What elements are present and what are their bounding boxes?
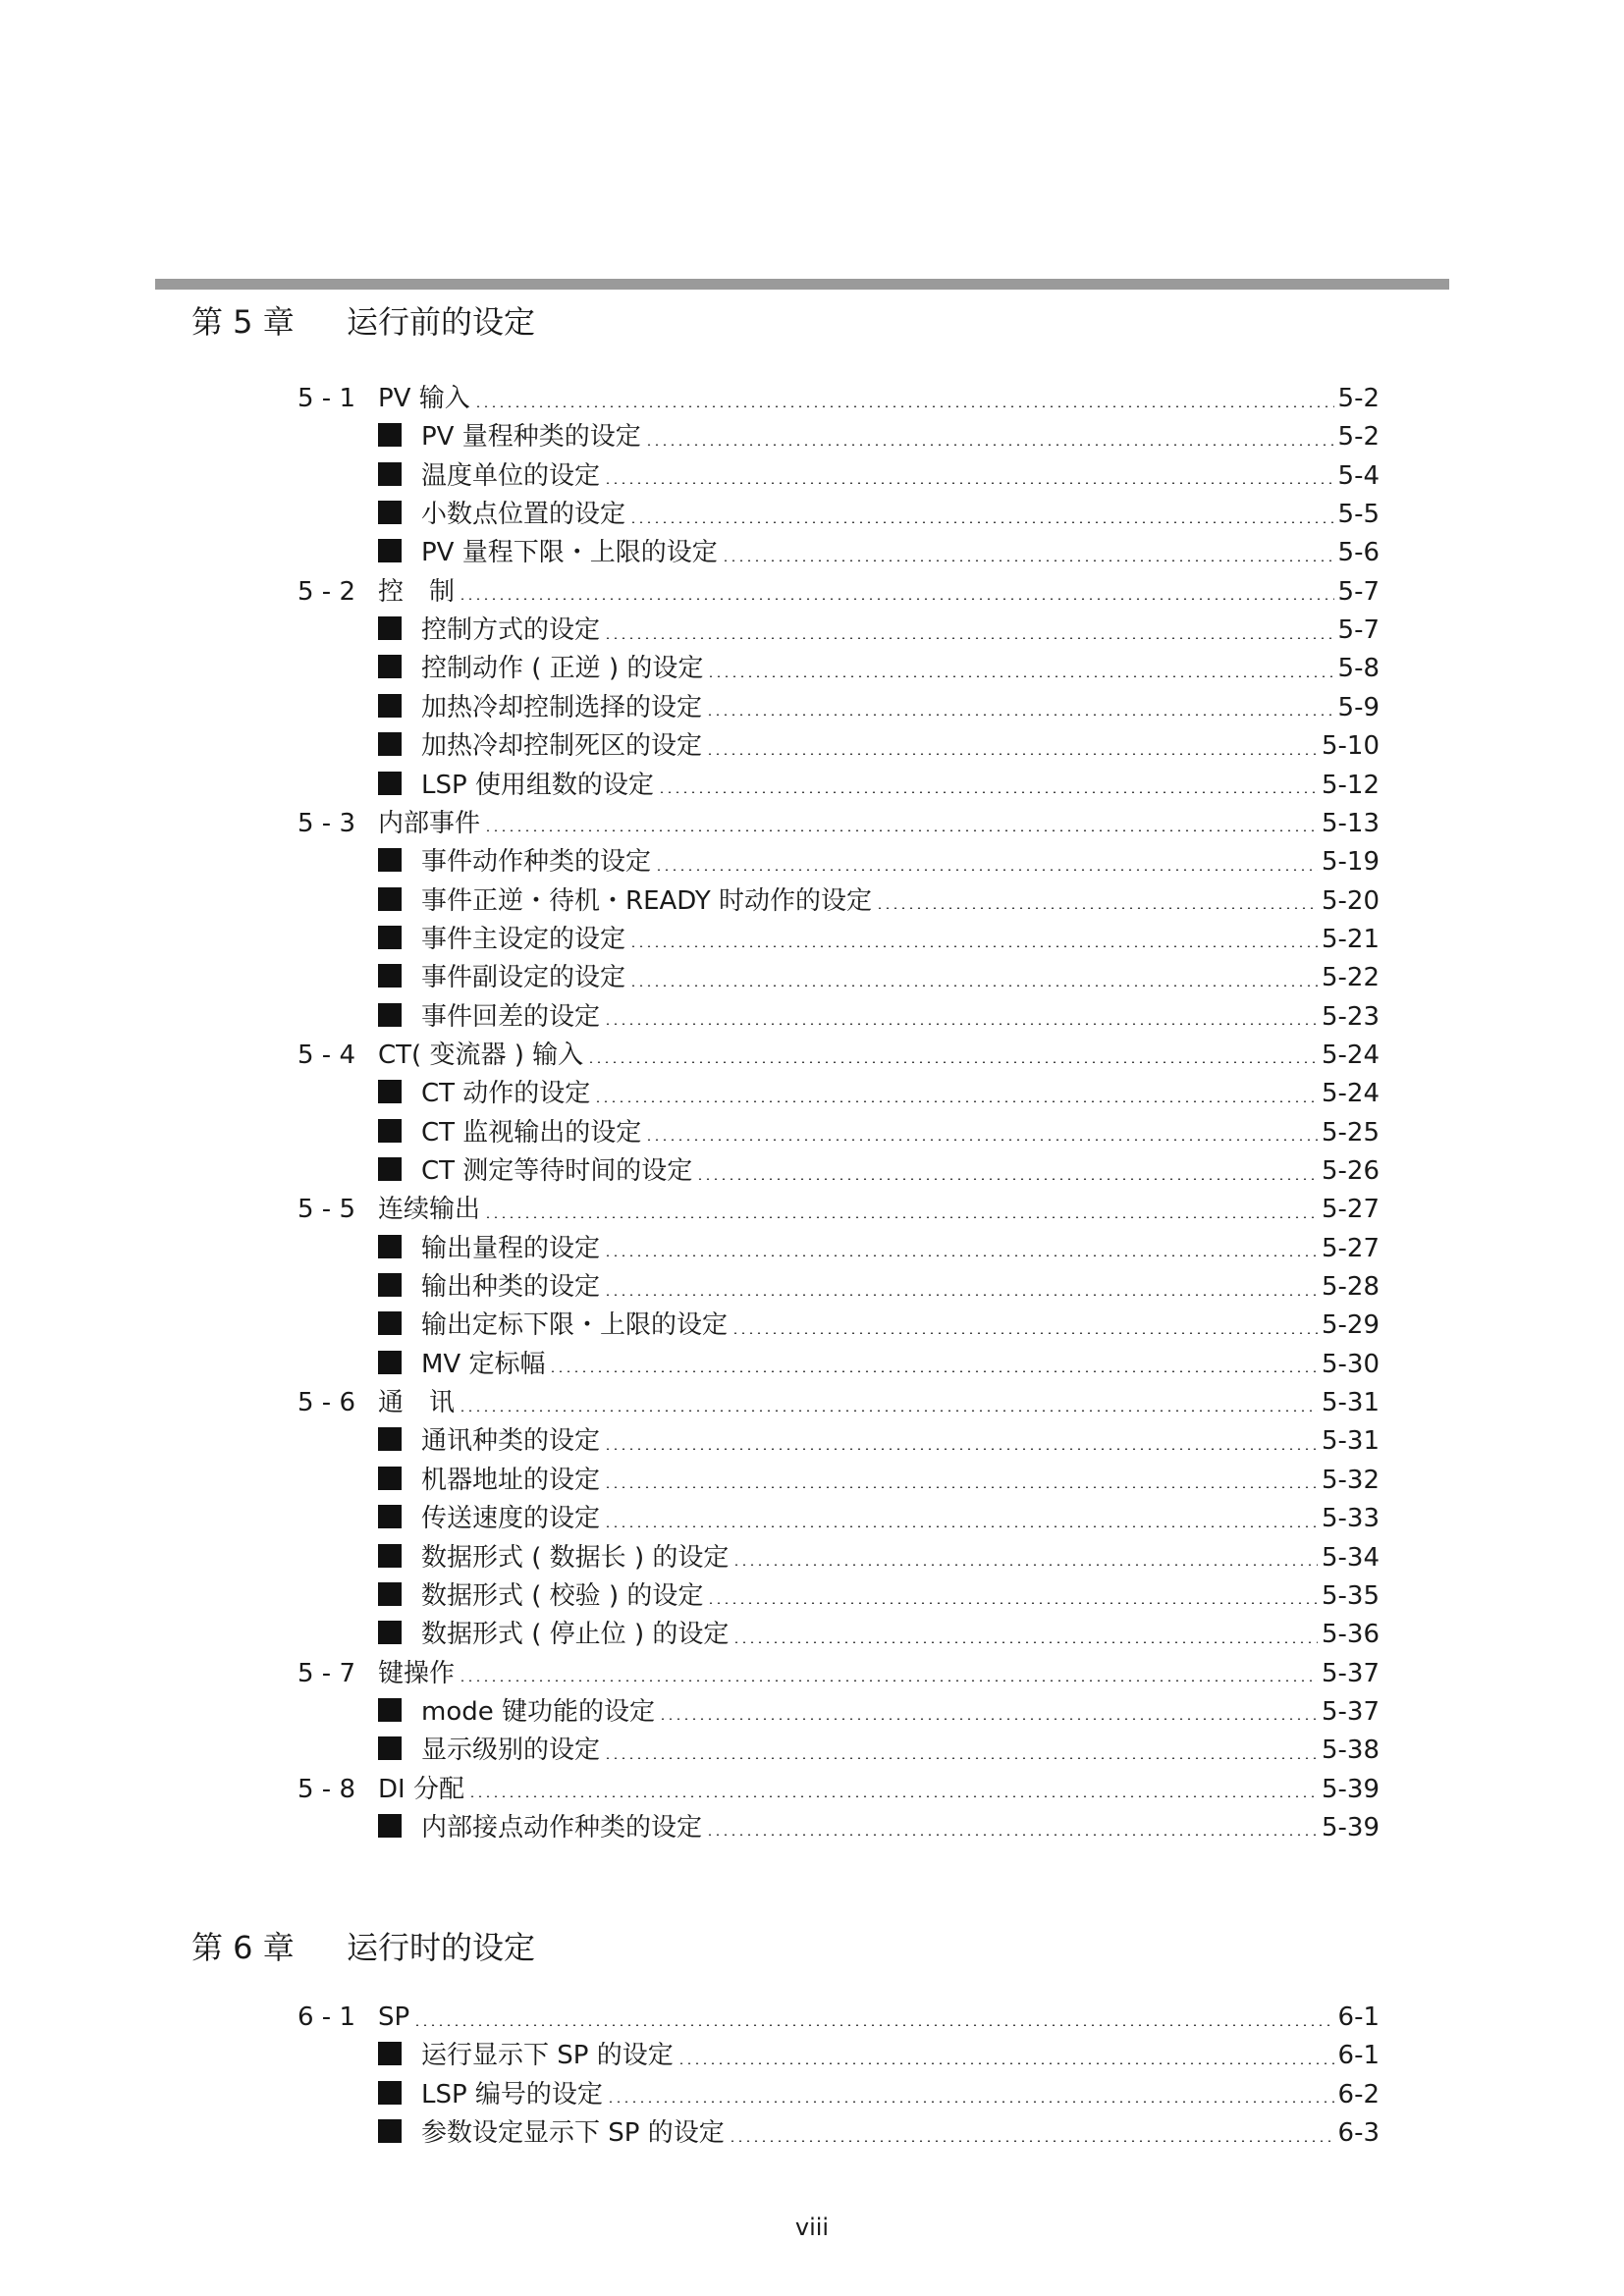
square-bullet-icon (378, 1003, 402, 1027)
square-bullet-icon (378, 694, 402, 718)
square-bullet-icon (378, 501, 402, 524)
dot-leader (707, 1602, 1318, 1604)
dot-leader (413, 2024, 1333, 2026)
section-number: 5 - 7 (298, 1658, 355, 1688)
dot-leader (629, 521, 1334, 523)
dot-leader (677, 2062, 1334, 2064)
entry-title: 输出量程的设定 (421, 1233, 601, 1263)
toc-entry (378, 1539, 1380, 1577)
entry-title: 通讯种类的设定 (421, 1426, 601, 1457)
entry-title: SP (378, 2002, 410, 2032)
dot-leader (474, 405, 1334, 407)
square-bullet-icon (378, 1157, 402, 1181)
toc-entry (378, 1462, 1380, 1500)
dot-leader (604, 637, 1334, 639)
dot-leader (594, 1100, 1318, 1102)
page-ref: 5-24 (1321, 1079, 1380, 1109)
entry-title: 温度单位的设定 (421, 460, 601, 491)
square-bullet-icon (378, 926, 402, 949)
toc-entry (378, 805, 1380, 843)
entry-title: 加热冷却控制死区的设定 (421, 731, 703, 762)
section-number: 5 - 2 (298, 576, 355, 607)
entry-title: 参数设定显示下 SP 的设定 (421, 2118, 725, 2149)
toc-entry (378, 612, 1380, 650)
dot-leader (459, 1680, 1318, 1682)
entry-title: LSP 使用组数的设定 (421, 770, 654, 800)
toc-entry (378, 1500, 1380, 1538)
page-ref: 6-3 (1337, 2118, 1380, 2149)
entry-title: 传送速度的设定 (421, 1504, 601, 1534)
chapter-title: 运行时的设定 (347, 1929, 536, 1966)
page-ref: 5-38 (1321, 1735, 1380, 1766)
dot-leader (659, 1718, 1318, 1720)
page-ref: 5-37 (1321, 1696, 1380, 1727)
square-bullet-icon (378, 1544, 402, 1568)
page-ref: 5-31 (1321, 1388, 1380, 1418)
page-ref: 5-13 (1321, 808, 1380, 838)
toc-entry (378, 496, 1380, 534)
page-ref: 5-20 (1321, 885, 1380, 916)
toc-entry (378, 1732, 1380, 1770)
dot-leader (707, 675, 1333, 677)
square-bullet-icon (378, 2042, 402, 2065)
entry-title: 连续输出 (378, 1195, 481, 1225)
toc-entry (378, 1307, 1380, 1345)
page-ref: 6-1 (1337, 2002, 1380, 2032)
square-bullet-icon (378, 1119, 402, 1143)
dot-leader (484, 829, 1318, 831)
square-bullet-icon (378, 1427, 402, 1451)
toc-entry (378, 1616, 1380, 1654)
dot-leader (731, 1332, 1318, 1334)
dot-leader (604, 1757, 1318, 1759)
page-ref: 6-2 (1337, 2079, 1380, 2109)
toc-entry (378, 1268, 1380, 1307)
page-ref: 5-6 (1337, 538, 1380, 568)
dot-leader (706, 1834, 1318, 1836)
toc-entry (378, 921, 1380, 959)
page-ref: 5-34 (1321, 1542, 1380, 1573)
square-bullet-icon (378, 1467, 402, 1490)
entry-title: LSP 编号的设定 (421, 2079, 603, 2109)
toc-entry (378, 1384, 1380, 1422)
square-bullet-icon (378, 1235, 402, 1258)
page-ref: 5-39 (1321, 1812, 1380, 1842)
entry-title: CT 监视输出的设定 (421, 1117, 642, 1148)
page-ref: 5-5 (1337, 500, 1380, 530)
toc-entry (378, 882, 1380, 921)
toc-entry (378, 2076, 1380, 2114)
square-bullet-icon (378, 1736, 402, 1760)
toc-entry (378, 1577, 1380, 1616)
section-number: 5 - 8 (298, 1774, 355, 1804)
dot-leader (629, 985, 1318, 987)
toc-entry (378, 1037, 1380, 1075)
dot-leader (645, 444, 1334, 446)
entry-title: DI 分配 (378, 1774, 464, 1804)
entry-title: 事件正逆・待机・READY 时动作的设定 (421, 885, 873, 916)
page-ref: 5-21 (1321, 924, 1380, 954)
dot-leader (604, 1023, 1318, 1025)
entry-title: 运行显示下 SP 的设定 (421, 2041, 674, 2071)
dot-leader (732, 1564, 1318, 1566)
page-ref: 5-37 (1321, 1658, 1380, 1688)
chapter-number: 第 6 章 (191, 1929, 295, 1966)
page-ref: 5-27 (1321, 1195, 1380, 1225)
square-bullet-icon (378, 1351, 402, 1374)
toc-entry (378, 457, 1380, 496)
square-bullet-icon (378, 1582, 402, 1606)
square-bullet-icon (378, 423, 402, 447)
page-ref: 5-22 (1321, 963, 1380, 993)
square-bullet-icon (378, 1311, 402, 1335)
page-ref: 5-19 (1321, 847, 1380, 878)
toc-entry (378, 418, 1380, 456)
toc-entry (378, 1771, 1380, 1809)
chapter-heading (191, 300, 535, 344)
dot-leader (876, 907, 1318, 909)
entry-title: 控制动作 ( 正逆 ) 的设定 (421, 654, 704, 684)
chapter-number: 第 5 章 (191, 303, 295, 341)
toc-entry (378, 1346, 1380, 1384)
entry-title: 加热冷却控制选择的设定 (421, 692, 703, 722)
dot-leader (587, 1061, 1318, 1063)
square-bullet-icon (378, 887, 402, 911)
toc-entry (378, 689, 1380, 727)
toc-entry (378, 650, 1380, 688)
dot-leader (459, 1410, 1318, 1412)
page-ref: 5-33 (1321, 1504, 1380, 1534)
toc-entry (378, 573, 1380, 612)
square-bullet-icon (378, 1698, 402, 1722)
dot-leader (655, 869, 1318, 871)
dot-leader (604, 1255, 1318, 1256)
page-ref: 5-39 (1321, 1774, 1380, 1804)
dot-leader (629, 945, 1318, 947)
dot-leader (706, 753, 1318, 755)
toc-entry (378, 998, 1380, 1037)
toc-entry (378, 1422, 1380, 1461)
toc-entry (378, 1809, 1380, 1847)
entry-title: 内部事件 (378, 808, 481, 838)
entry-title: PV 量程下限・上限的设定 (421, 538, 718, 568)
section-number: 5 - 5 (298, 1195, 355, 1225)
page-ref: 5-29 (1321, 1310, 1380, 1341)
top-rule (155, 279, 1449, 290)
square-bullet-icon (378, 964, 402, 988)
chapter-title: 运行前的设定 (347, 303, 536, 341)
entry-title: 控 制 (378, 576, 456, 607)
toc-entry (378, 1114, 1380, 1152)
page-ref: 5-10 (1321, 731, 1380, 762)
page-ref: 5-2 (1337, 384, 1380, 413)
toc-entry (378, 959, 1380, 997)
dot-leader (604, 1294, 1318, 1296)
toc-entry (378, 843, 1380, 881)
chapter-heading (191, 1926, 535, 1969)
entry-title: 事件主设定的设定 (421, 924, 626, 954)
toc-entry (378, 767, 1380, 805)
square-bullet-icon (378, 1814, 402, 1838)
page-ref: 5-24 (1321, 1040, 1380, 1070)
page-ref: 5-23 (1321, 1001, 1380, 1032)
page-ref: 5-2 (1337, 422, 1380, 453)
dot-leader (607, 2101, 1334, 2103)
page-ref: 5-7 (1337, 615, 1380, 646)
entry-title: 控制方式的设定 (421, 615, 601, 646)
page-ref: 5-9 (1337, 692, 1380, 722)
entry-title: MV 定标幅 (421, 1349, 546, 1379)
section-number: 6 - 1 (298, 2002, 355, 2032)
toc-entry (378, 1999, 1380, 2037)
entry-title: 输出种类的设定 (421, 1272, 601, 1303)
section-number: 5 - 1 (298, 384, 355, 413)
square-bullet-icon (378, 1273, 402, 1297)
dot-leader (604, 1486, 1318, 1488)
page-ref: 5-28 (1321, 1272, 1380, 1303)
dot-leader (645, 1139, 1318, 1141)
entry-title: 事件副设定的设定 (421, 963, 626, 993)
dot-leader (696, 1178, 1318, 1180)
toc-entry (378, 2037, 1380, 2075)
dot-leader (722, 560, 1334, 561)
page-ref: 5-4 (1337, 460, 1380, 491)
dot-leader (484, 1216, 1318, 1218)
toc-entry (378, 1693, 1380, 1732)
entry-title: CT 动作的设定 (421, 1079, 591, 1109)
toc-entry (378, 727, 1380, 766)
entry-title: PV 量程种类的设定 (421, 422, 641, 453)
square-bullet-icon (378, 1505, 402, 1528)
entry-title: 机器地址的设定 (421, 1465, 601, 1495)
entry-title: PV 输入 (378, 384, 470, 413)
dot-leader (604, 1448, 1318, 1450)
dot-leader (549, 1370, 1318, 1372)
entry-title: CT( 变流器 ) 输入 (378, 1040, 584, 1070)
entry-title: mode 键功能的设定 (421, 1696, 655, 1727)
section-number: 5 - 4 (298, 1040, 355, 1070)
square-bullet-icon (378, 1621, 402, 1644)
square-bullet-icon (378, 655, 402, 678)
square-bullet-icon (378, 462, 402, 486)
dot-leader (468, 1795, 1318, 1797)
dot-leader (658, 791, 1318, 793)
entry-title: 数据形式 ( 停止位 ) 的设定 (421, 1620, 730, 1650)
page-number: viii (794, 2214, 830, 2241)
page-ref: 5-7 (1337, 576, 1380, 607)
square-bullet-icon (378, 2081, 402, 2105)
dot-leader (732, 1641, 1318, 1643)
page-ref: 5-27 (1321, 1233, 1380, 1263)
square-bullet-icon (378, 539, 402, 562)
section-number: 5 - 6 (298, 1388, 355, 1418)
page-ref: 5-26 (1321, 1156, 1380, 1186)
square-bullet-icon (378, 2119, 402, 2143)
entry-title: 键操作 (378, 1658, 456, 1688)
toc-entry (378, 1655, 1380, 1693)
page-ref: 5-25 (1321, 1117, 1380, 1148)
page-ref: 5-35 (1321, 1580, 1380, 1611)
toc-entry (378, 1152, 1380, 1191)
entry-title: 小数点位置的设定 (421, 500, 626, 530)
dot-leader (706, 714, 1334, 716)
entry-title: 内部接点动作种类的设定 (421, 1812, 703, 1842)
toc-entry (378, 534, 1380, 572)
toc-entry (378, 1230, 1380, 1268)
page-ref: 5-31 (1321, 1426, 1380, 1457)
dot-leader (604, 482, 1334, 484)
entry-title: 显示级别的设定 (421, 1735, 601, 1766)
toc-entry (378, 2114, 1380, 2153)
square-bullet-icon (378, 772, 402, 795)
entry-title: CT 测定等待时间的设定 (421, 1156, 693, 1186)
dot-leader (604, 1525, 1318, 1527)
page-ref: 5-8 (1337, 654, 1380, 684)
entry-title: 数据形式 ( 数据长 ) 的设定 (421, 1542, 730, 1573)
square-bullet-icon (378, 848, 402, 872)
page-ref: 5-30 (1321, 1349, 1380, 1379)
dot-leader (729, 2140, 1334, 2142)
toc-entry (378, 380, 1380, 418)
page-ref: 5-12 (1321, 770, 1380, 800)
square-bullet-icon (378, 732, 402, 756)
entry-title: 事件回差的设定 (421, 1001, 601, 1032)
page-ref: 5-36 (1321, 1620, 1380, 1650)
entry-title: 通 讯 (378, 1388, 456, 1418)
toc-entry (378, 1075, 1380, 1113)
entry-title: 事件动作种类的设定 (421, 847, 652, 878)
page-ref: 6-1 (1337, 2041, 1380, 2071)
section-number: 5 - 3 (298, 808, 355, 838)
square-bullet-icon (378, 616, 402, 640)
dot-leader (459, 598, 1334, 600)
entry-title: 数据形式 ( 校验 ) 的设定 (421, 1580, 704, 1611)
square-bullet-icon (378, 1080, 402, 1103)
entry-title: 输出定标下限・上限的设定 (421, 1310, 729, 1341)
page-ref: 5-32 (1321, 1465, 1380, 1495)
toc-entry (378, 1191, 1380, 1229)
